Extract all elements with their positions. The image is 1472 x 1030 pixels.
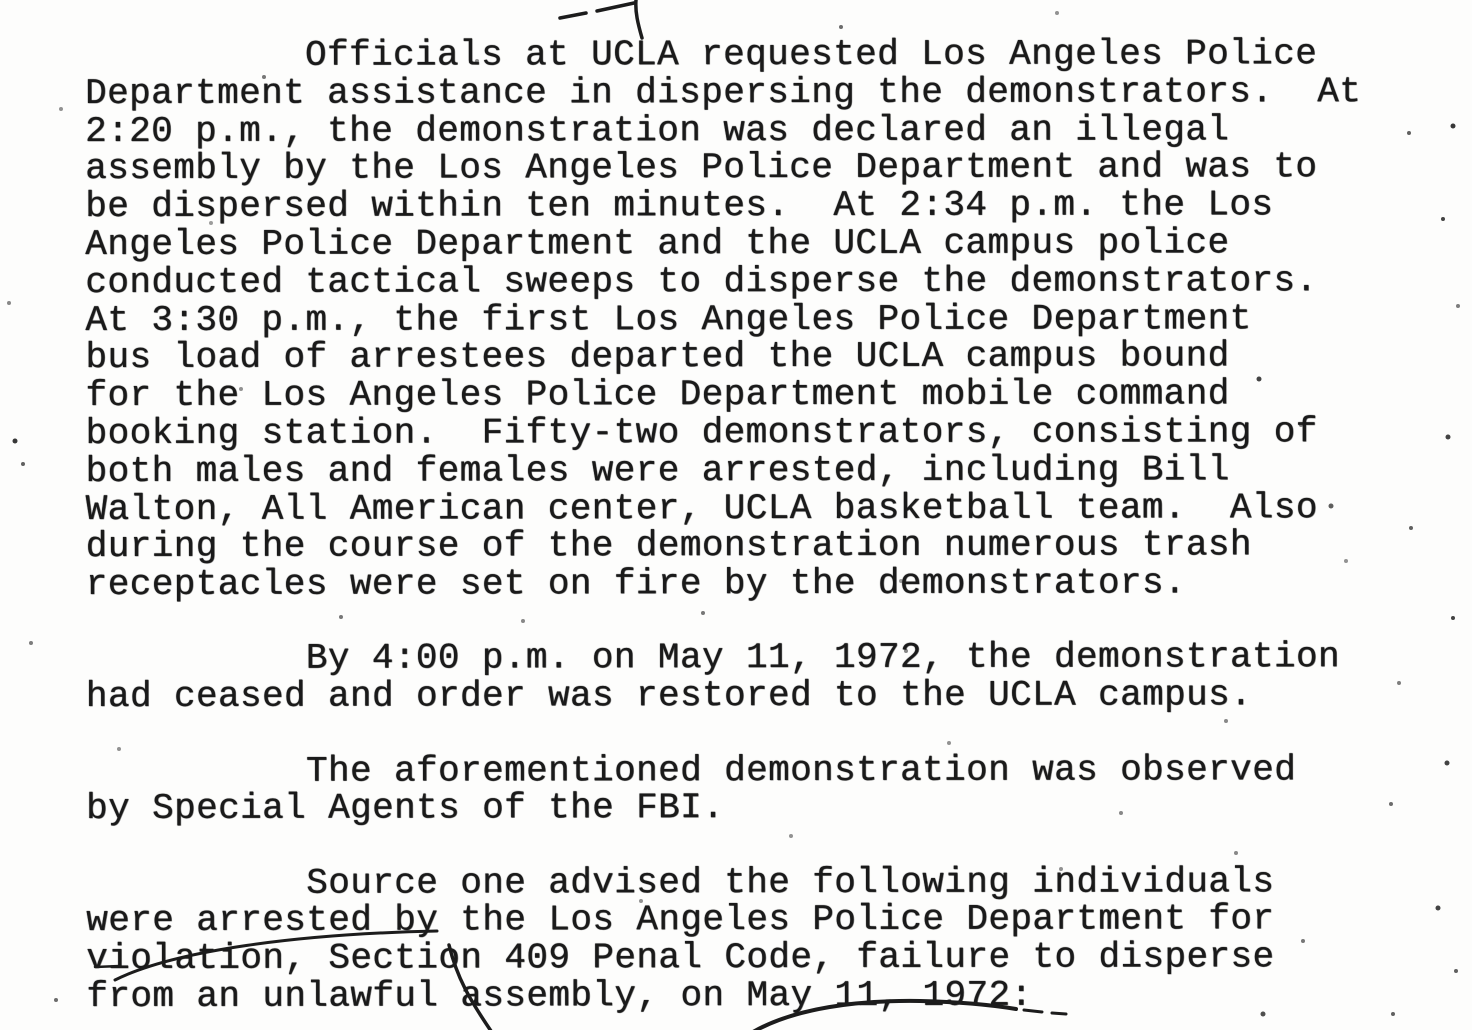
document-line: both males and females were arrested, including Bill bbox=[85, 449, 1230, 492]
document-line: booking station. Fifty-two demonstrators, consisting of bbox=[85, 411, 1318, 454]
pen-mark-top-dash bbox=[560, 3, 634, 18]
document-line: bus load of arrestees departed the UCLA campus bound bbox=[85, 335, 1230, 379]
pen-mark-top-vertical bbox=[636, 0, 642, 38]
document-line: were arrested by the Los Angeles Police Department for bbox=[86, 898, 1275, 942]
document-line: Department assistance in dispersing the demonstrators. At bbox=[85, 71, 1362, 114]
document-body bbox=[85, 35, 1426, 1016]
paragraph bbox=[85, 35, 1426, 604]
document-line: At 3:30 p.m., the first Los Angeles Police Department bbox=[85, 297, 1252, 341]
paragraph bbox=[86, 748, 1426, 830]
document-line: Angeles Police Department and the UCLA campus police bbox=[85, 222, 1230, 265]
document-line: The aforementioned demonstration was observed bbox=[305, 748, 1297, 792]
document-line: Source one advised the following individuals bbox=[306, 860, 1275, 904]
document-line: violation, Section 409 Penal Code, failure to disperse bbox=[86, 936, 1275, 980]
document-line: conducted tactical sweeps to disperse the demonstrators. bbox=[85, 260, 1318, 303]
document-line: had ceased and order was restored to the UCLA campus. bbox=[85, 674, 1253, 718]
document-line: receptacles were set on fire by the demonstrators. bbox=[85, 562, 1186, 606]
document-line: during the course of the demonstration numerous trash bbox=[85, 524, 1252, 568]
document-line: be dispersed within ten minutes. At 2:34 p.m. the Los bbox=[85, 184, 1274, 228]
document-line: by Special Agents of the FBI. bbox=[86, 787, 725, 830]
document-line: for the Los Angeles Police Department mobile command bbox=[85, 373, 1230, 417]
scan-noise bbox=[0, 0, 2, 2]
document-line: Officials at UCLA requested Los Angeles Police bbox=[304, 33, 1318, 76]
paragraph bbox=[85, 636, 1426, 718]
document-line: 2:20 p.m., the demonstration was declared an illegal bbox=[85, 108, 1230, 152]
paragraph bbox=[86, 860, 1426, 1018]
document-line: Walton, All American center, UCLA basketball team. Also bbox=[85, 486, 1318, 530]
document-line: assembly by the Los Angeles Police Department and was to bbox=[85, 146, 1318, 190]
document-line: By 4:00 p.m. on May 11, 1972, the demonstration bbox=[305, 636, 1341, 680]
document-line: from an unlawful assembly, on May 11, 1972: bbox=[86, 974, 1033, 1018]
